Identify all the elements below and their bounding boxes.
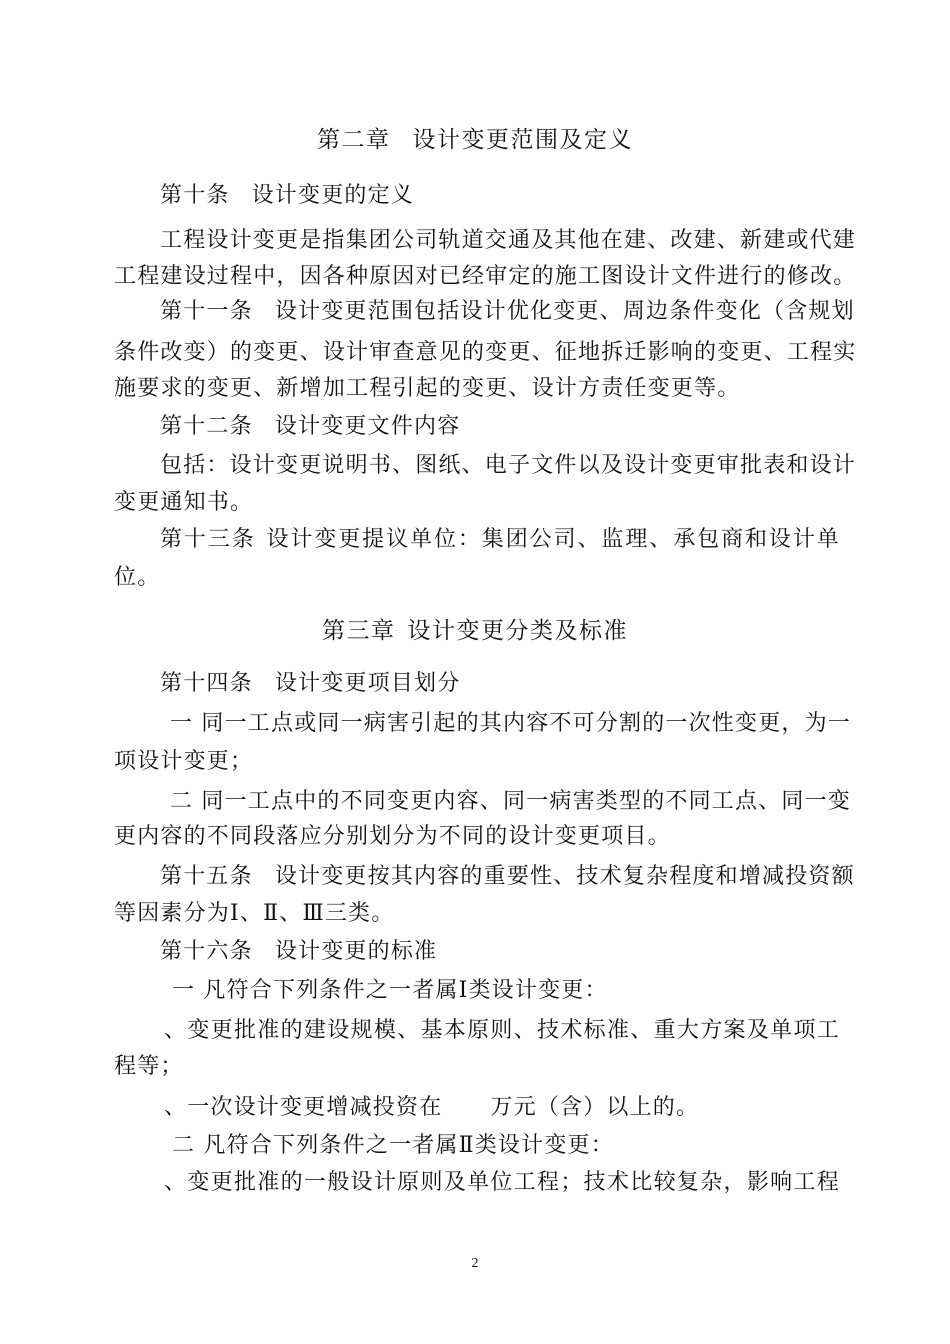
- article-16-class-2-item-a-line-1: 、变更批准的一般设计原则及单位工程；技术比较复杂，影响工程: [164, 1170, 840, 1195]
- chapter-3-heading: 第三章 设计变更分类及标准: [322, 618, 628, 644]
- article-16-class-1-item-b: 、一次设计变更增减投资在 万元（含）以上的。: [164, 1095, 700, 1120]
- article-15-line-1: 第十五条 设计变更按其内容的重要性、技术复杂程度和增减投资额: [160, 864, 855, 889]
- article-16-heading: 第十六条 设计变更的标准: [160, 939, 438, 964]
- article-16-class-1-item-a-line-2: 程等；: [114, 1054, 184, 1079]
- article-13-line-2: 位。: [114, 565, 161, 590]
- article-14-item-2-line-2: 更内容的不同段落应分别划分为不同的设计变更项目。: [114, 824, 671, 849]
- page-number: 2: [471, 1256, 479, 1271]
- article-16-class-2-heading: 二 凡符合下列条件之一者属Ⅱ类设计变更：: [172, 1133, 614, 1158]
- article-12-body-line-1: 包括：设计变更说明书、图纸、电子文件以及设计变更审批表和设计: [160, 453, 857, 478]
- article-10-body-line-2: 工程建设过程中，因各种原因对已经审定的施工图设计文件进行的修改。: [114, 264, 857, 289]
- article-12-heading: 第十二条 设计变更文件内容: [160, 414, 461, 439]
- chapter-label: 第二章: [317, 127, 391, 153]
- article-10-body-line-1: 工程设计变更是指集团公司轨道交通及其他在建、改建、新建或代建: [160, 228, 857, 253]
- chapter-2-heading: [0, 125, 950, 155]
- chapter-title: 设计变更范围及定义: [412, 127, 633, 153]
- article-10-heading: 第十条 设计变更的定义: [160, 183, 415, 208]
- article-14-heading: 第十四条 设计变更项目划分: [160, 671, 461, 696]
- article-16-class-1-heading: 一 凡符合下列条件之一者属Ⅰ类设计变更：: [172, 978, 608, 1003]
- article-11-line-1: 第十一条 设计变更范围包括设计优化变更、周边条件变化（含规划: [160, 299, 855, 324]
- article-11-line-2: 条件改变）的变更、设计审查意见的变更、征地拆迁影响的变更、工程实: [114, 340, 857, 365]
- article-14-item-1-line-2: 项设计变更；: [114, 749, 254, 774]
- article-15-line-2: 等因素分为Ⅰ、Ⅱ、Ⅲ三类。: [114, 901, 395, 926]
- article-16-class-1-item-a-line-1: 、变更批准的建设规模、基本原则、技术标准、重大方案及单项工: [164, 1018, 840, 1043]
- article-11-line-3: 施要求的变更、新增加工程引起的变更、设计方责任变更等。: [114, 376, 741, 401]
- article-14-item-1-line-1: 一 同一工点或同一病害引起的其内容不可分割的一次性变更，为一: [170, 711, 851, 736]
- article-14-item-2-line-1: 二 同一工点中的不同变更内容、同一病害类型的不同工点、同一变: [170, 789, 851, 814]
- article-13-line-1: 第十三条 设计变更提议单位：集团公司、监理、承包商和设计单: [160, 527, 840, 552]
- article-12-body-line-2: 变更通知书。: [114, 490, 254, 515]
